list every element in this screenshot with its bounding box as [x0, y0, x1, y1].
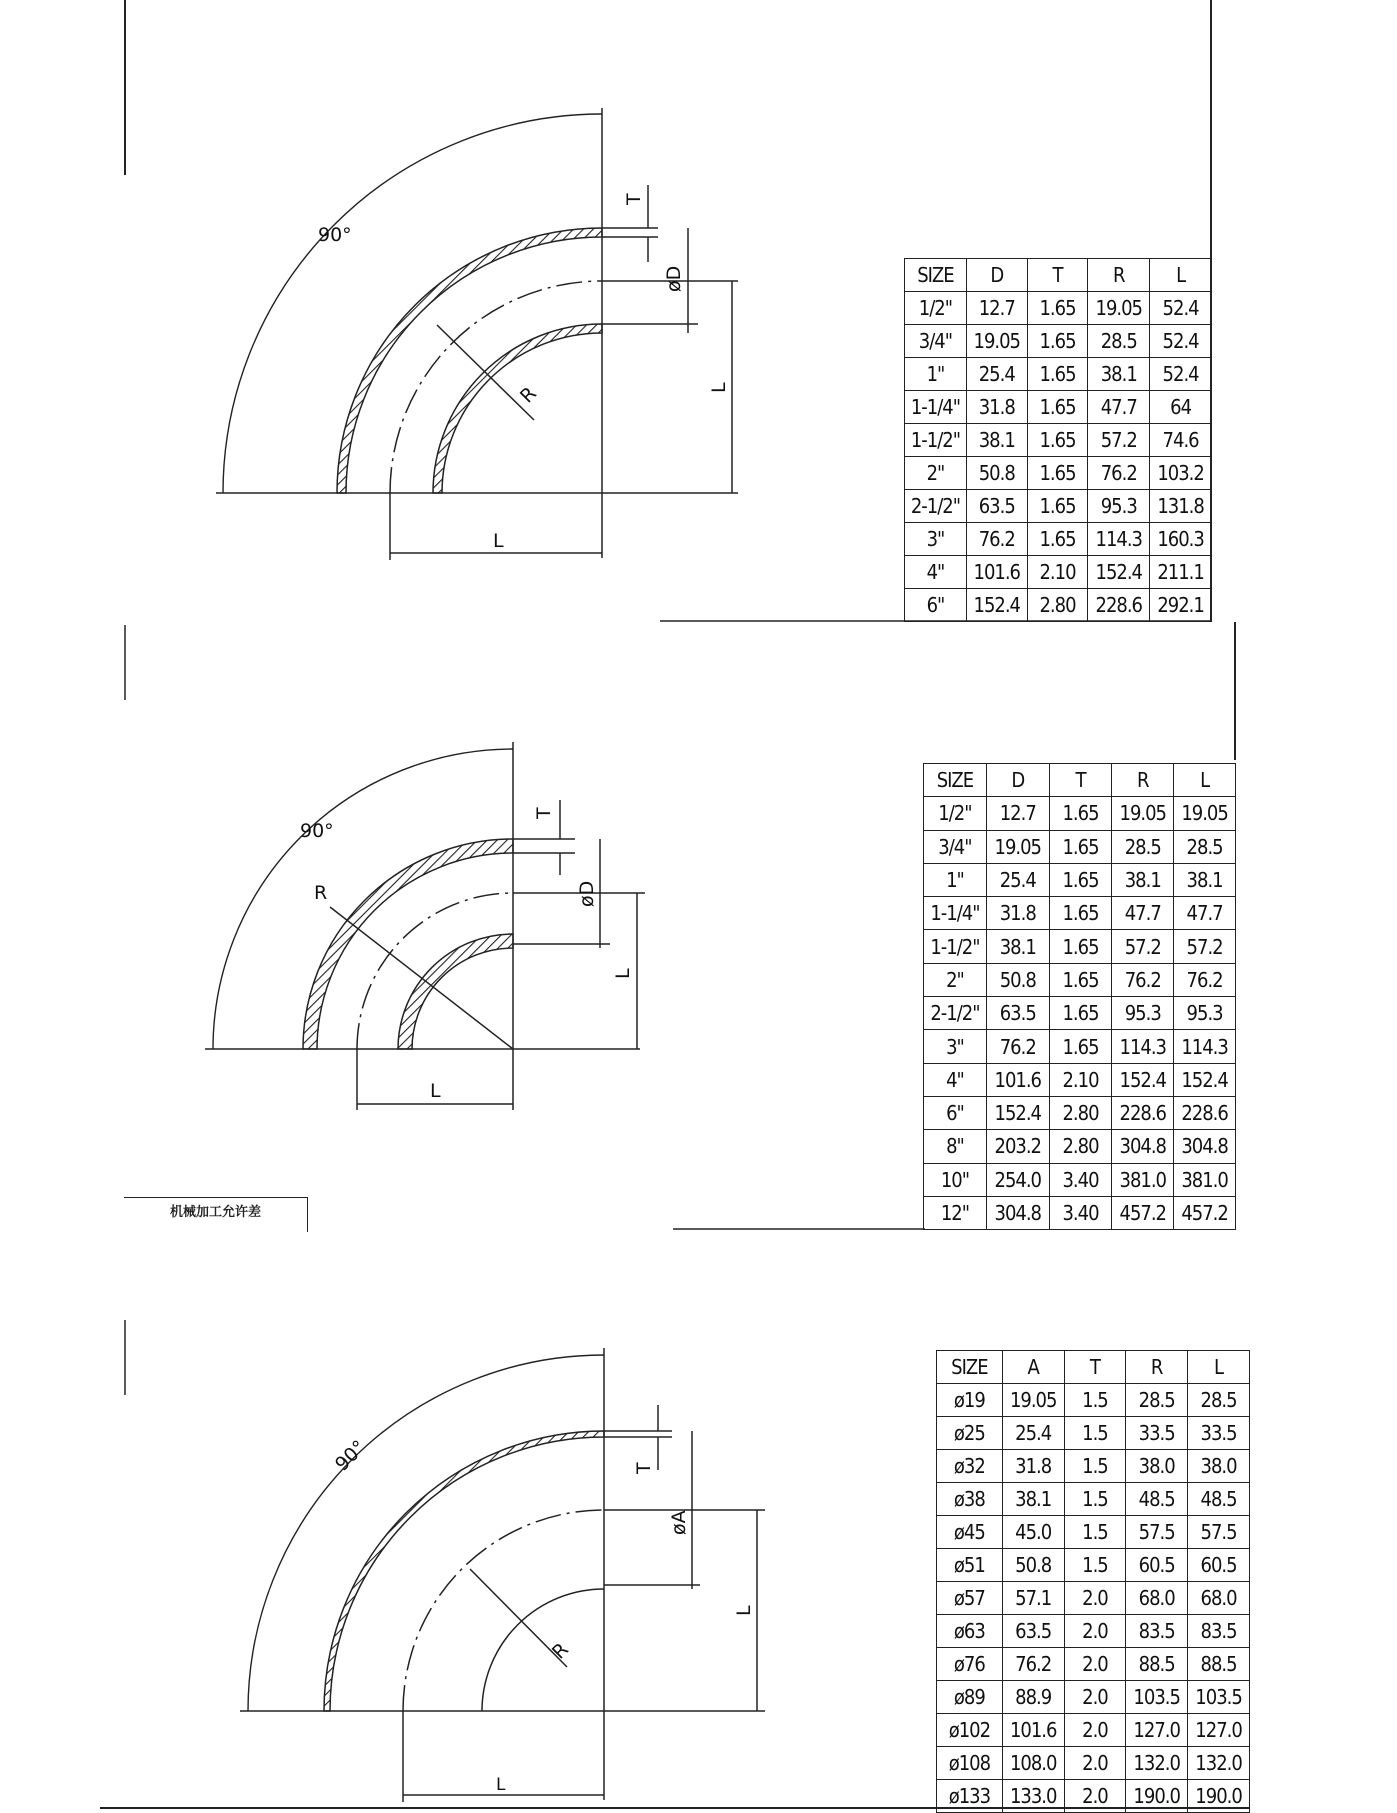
value-cell: 101.6 — [966, 556, 1027, 589]
size-cell: 2-1/2" — [905, 490, 967, 523]
table-row — [924, 897, 1236, 930]
value-cell: 1.65 — [1049, 997, 1112, 1030]
size-cell: 1" — [905, 358, 967, 391]
value-cell: 2.0 — [1064, 1714, 1126, 1747]
size-cell: 1" — [924, 863, 987, 896]
value-cell: 60.5 — [1188, 1549, 1250, 1582]
value-cell: 1.65 — [1027, 523, 1088, 556]
size-cell: ø89 — [937, 1681, 1003, 1714]
value-cell: 50.8 — [1002, 1549, 1064, 1582]
value-cell: 88.9 — [1002, 1681, 1064, 1714]
value-cell: 2.0 — [1064, 1747, 1126, 1780]
table-row — [937, 1549, 1250, 1582]
table-row — [937, 1681, 1250, 1714]
value-cell: 57.5 — [1188, 1516, 1250, 1549]
table-row — [924, 1063, 1236, 1096]
size-cell: 12" — [924, 1196, 987, 1229]
size-cell: 6" — [924, 1096, 987, 1129]
value-cell: 50.8 — [986, 963, 1049, 996]
table-row — [937, 1450, 1250, 1483]
column-header: SIZE — [924, 764, 987, 797]
spec-table-2 — [923, 763, 1236, 1230]
value-cell: 74.6 — [1150, 424, 1212, 457]
spec-table-1 — [904, 258, 1212, 622]
value-cell: 28.5 — [1126, 1384, 1188, 1417]
d-label: øD — [576, 880, 598, 907]
elbow-inner-wall-hatch — [398, 934, 513, 1049]
value-cell: 33.5 — [1126, 1417, 1188, 1450]
d-label: øD — [663, 265, 685, 292]
table-row — [924, 863, 1236, 896]
value-cell: 38.0 — [1126, 1450, 1188, 1483]
value-cell: 19.05 — [1088, 292, 1150, 325]
size-cell: 8" — [924, 1130, 987, 1163]
size-cell: ø63 — [937, 1615, 1003, 1648]
r-label: R — [314, 882, 328, 904]
table-row — [937, 1417, 1250, 1450]
value-cell: 83.5 — [1126, 1615, 1188, 1648]
value-cell: 38.1 — [1174, 863, 1236, 896]
elbow-inner-wall-hatch — [433, 324, 602, 493]
value-cell: 2.80 — [1027, 589, 1088, 622]
value-cell: 28.5 — [1112, 830, 1174, 863]
value-cell: 1.65 — [1049, 897, 1112, 930]
l-side-label: L — [733, 1605, 755, 1616]
column-header: A — [1002, 1351, 1064, 1384]
header-row — [905, 259, 1212, 292]
value-cell: 211.1 — [1150, 556, 1212, 589]
elbow-drawing-2 — [205, 742, 645, 1110]
table-row — [937, 1714, 1250, 1747]
value-cell: 38.1 — [1002, 1483, 1064, 1516]
size-cell: 2" — [905, 457, 967, 490]
value-cell: 1.65 — [1027, 457, 1088, 490]
table-row — [905, 523, 1212, 556]
value-cell: 304.8 — [1112, 1130, 1174, 1163]
value-cell: 83.5 — [1188, 1615, 1250, 1648]
size-cell: 2-1/2" — [924, 997, 987, 1030]
size-cell: 2" — [924, 963, 987, 996]
size-cell: 1-1/4" — [924, 897, 987, 930]
table-row — [924, 1130, 1236, 1163]
centerline — [403, 1510, 604, 1711]
value-cell: 95.3 — [1112, 997, 1174, 1030]
value-cell: 50.8 — [966, 457, 1027, 490]
value-cell: 60.5 — [1126, 1549, 1188, 1582]
tolerance-label: 机械加工允许差 — [124, 1197, 308, 1232]
size-cell: 3" — [905, 523, 967, 556]
value-cell: 2.10 — [1027, 556, 1088, 589]
l-bottom-label: L — [430, 1080, 441, 1102]
value-cell: 63.5 — [986, 997, 1049, 1030]
value-cell: 76.2 — [1174, 963, 1236, 996]
value-cell: 1.65 — [1027, 358, 1088, 391]
value-cell: 12.7 — [986, 797, 1049, 830]
column-header: L — [1174, 764, 1236, 797]
value-cell: 88.5 — [1188, 1648, 1250, 1681]
table-row — [937, 1780, 1250, 1813]
size-cell: ø57 — [937, 1582, 1003, 1615]
value-cell: 1.65 — [1027, 391, 1088, 424]
r-label: R — [515, 382, 541, 408]
value-cell: 19.05 — [1112, 797, 1174, 830]
value-cell: 457.2 — [1174, 1196, 1236, 1229]
table-row — [905, 490, 1212, 523]
value-cell: 76.2 — [1088, 457, 1150, 490]
column-header: L — [1188, 1351, 1250, 1384]
value-cell: 1.65 — [1027, 490, 1088, 523]
value-cell: 2.10 — [1049, 1063, 1112, 1096]
value-cell: 1.65 — [1049, 1030, 1112, 1063]
value-cell: 132.0 — [1126, 1747, 1188, 1780]
value-cell: 25.4 — [966, 358, 1027, 391]
table-row — [924, 830, 1236, 863]
angle-label: 90° — [318, 224, 352, 246]
inner-edge — [482, 1589, 604, 1711]
table-row — [905, 292, 1212, 325]
value-cell: 38.1 — [966, 424, 1027, 457]
value-cell: 76.2 — [966, 523, 1027, 556]
value-cell: 38.0 — [1188, 1450, 1250, 1483]
value-cell: 76.2 — [986, 1030, 1049, 1063]
value-cell: 57.1 — [1002, 1582, 1064, 1615]
value-cell: 19.05 — [986, 830, 1049, 863]
value-cell: 48.5 — [1126, 1483, 1188, 1516]
value-cell: 133.0 — [1002, 1780, 1064, 1813]
column-header: L — [1150, 259, 1212, 292]
table-row — [937, 1648, 1250, 1681]
value-cell: 103.5 — [1126, 1681, 1188, 1714]
value-cell: 190.0 — [1126, 1780, 1188, 1813]
value-cell: 132.0 — [1188, 1747, 1250, 1780]
column-header: SIZE — [905, 259, 967, 292]
value-cell: 95.3 — [1088, 490, 1150, 523]
t-label: T — [633, 1462, 655, 1474]
table-row — [924, 1096, 1236, 1129]
value-cell: 1.5 — [1064, 1549, 1126, 1582]
value-cell: 1.65 — [1049, 863, 1112, 896]
value-cell: 45.0 — [1002, 1516, 1064, 1549]
elbow-wall-hatch — [337, 228, 602, 493]
value-cell: 28.5 — [1088, 325, 1150, 358]
value-cell: 1.65 — [1027, 424, 1088, 457]
value-cell: 28.5 — [1174, 830, 1236, 863]
column-header: SIZE — [937, 1351, 1003, 1384]
size-cell: ø45 — [937, 1516, 1003, 1549]
value-cell: 101.6 — [986, 1063, 1049, 1096]
value-cell: 28.5 — [1188, 1384, 1250, 1417]
d-label: øA — [668, 1510, 690, 1535]
value-cell: 1.5 — [1064, 1483, 1126, 1516]
table-row — [924, 1163, 1236, 1196]
angle-label: 90° — [330, 1436, 371, 1476]
value-cell: 48.5 — [1188, 1483, 1250, 1516]
column-header: T — [1064, 1351, 1126, 1384]
value-cell: 47.7 — [1088, 391, 1150, 424]
size-cell: 1-1/2" — [905, 424, 967, 457]
value-cell: 152.4 — [966, 589, 1027, 622]
value-cell: 1.65 — [1027, 292, 1088, 325]
value-cell: 57.2 — [1174, 930, 1236, 963]
angle-arc — [248, 1355, 604, 1711]
value-cell: 304.8 — [986, 1196, 1049, 1229]
elbow-drawing-3 — [240, 1348, 765, 1802]
value-cell: 88.5 — [1126, 1648, 1188, 1681]
column-header: D — [966, 259, 1027, 292]
size-cell: 1/2" — [924, 797, 987, 830]
size-cell: ø19 — [937, 1384, 1003, 1417]
value-cell: 114.3 — [1112, 1030, 1174, 1063]
value-cell: 33.5 — [1188, 1417, 1250, 1450]
table-row — [924, 930, 1236, 963]
size-cell: 10" — [924, 1163, 987, 1196]
value-cell: 63.5 — [1002, 1615, 1064, 1648]
table-row — [937, 1516, 1250, 1549]
column-header: D — [986, 764, 1049, 797]
value-cell: 381.0 — [1112, 1163, 1174, 1196]
centerline — [390, 281, 602, 493]
value-cell: 103.5 — [1188, 1681, 1250, 1714]
value-cell: 31.8 — [966, 391, 1027, 424]
value-cell: 25.4 — [1002, 1417, 1064, 1450]
column-header: R — [1088, 259, 1150, 292]
value-cell: 1.5 — [1064, 1516, 1126, 1549]
value-cell: 68.0 — [1188, 1582, 1250, 1615]
table-row — [924, 797, 1236, 830]
value-cell: 103.2 — [1150, 457, 1212, 490]
value-cell: 47.7 — [1112, 897, 1174, 930]
value-cell: 31.8 — [986, 897, 1049, 930]
t-label: T — [533, 807, 555, 819]
value-cell: 57.2 — [1088, 424, 1150, 457]
value-cell: 228.6 — [1174, 1096, 1236, 1129]
size-cell: 3/4" — [905, 325, 967, 358]
value-cell: 52.4 — [1150, 325, 1212, 358]
table-row — [924, 1030, 1236, 1063]
value-cell: 1.5 — [1064, 1450, 1126, 1483]
value-cell: 114.3 — [1088, 523, 1150, 556]
value-cell: 2.0 — [1064, 1615, 1126, 1648]
column-header: R — [1112, 764, 1174, 797]
value-cell: 2.80 — [1049, 1096, 1112, 1129]
value-cell: 152.4 — [1112, 1063, 1174, 1096]
table-row — [937, 1582, 1250, 1615]
value-cell: 131.8 — [1150, 490, 1212, 523]
l-side-label: L — [708, 382, 730, 393]
value-cell: 64 — [1150, 391, 1212, 424]
size-cell: 6" — [905, 589, 967, 622]
size-cell: 4" — [924, 1063, 987, 1096]
value-cell: 12.7 — [966, 292, 1027, 325]
size-cell: ø108 — [937, 1747, 1003, 1780]
value-cell: 19.05 — [1002, 1384, 1064, 1417]
size-cell: ø25 — [937, 1417, 1003, 1450]
size-cell: ø102 — [937, 1714, 1003, 1747]
value-cell: 254.0 — [986, 1163, 1049, 1196]
table-row — [905, 589, 1212, 622]
size-cell: ø38 — [937, 1483, 1003, 1516]
value-cell: 38.1 — [1088, 358, 1150, 391]
value-cell: 152.4 — [1088, 556, 1150, 589]
size-cell: 1-1/2" — [924, 930, 987, 963]
value-cell: 108.0 — [1002, 1747, 1064, 1780]
value-cell: 190.0 — [1188, 1780, 1250, 1813]
value-cell: 457.2 — [1112, 1196, 1174, 1229]
value-cell: 203.2 — [986, 1130, 1049, 1163]
table-row — [924, 963, 1236, 996]
value-cell: 3.40 — [1049, 1196, 1112, 1229]
value-cell: 1.65 — [1049, 797, 1112, 830]
r-label: R — [547, 1638, 573, 1664]
table-row — [924, 997, 1236, 1030]
column-header: T — [1049, 764, 1112, 797]
table-row — [905, 358, 1212, 391]
value-cell: 1.65 — [1027, 325, 1088, 358]
size-cell: ø51 — [937, 1549, 1003, 1582]
size-cell: 1-1/4" — [905, 391, 967, 424]
size-cell: ø32 — [937, 1450, 1003, 1483]
l-bottom-label: L — [496, 1775, 506, 1795]
table-row — [905, 325, 1212, 358]
value-cell: 31.8 — [1002, 1450, 1064, 1483]
column-header: T — [1027, 259, 1088, 292]
elbow-drawing-1 — [216, 108, 738, 560]
value-cell: 47.7 — [1174, 897, 1236, 930]
size-cell: 1/2" — [905, 292, 967, 325]
header-row — [937, 1351, 1250, 1384]
value-cell: 160.3 — [1150, 523, 1212, 556]
value-cell: 228.6 — [1088, 589, 1150, 622]
value-cell: 63.5 — [966, 490, 1027, 523]
table-row — [905, 391, 1212, 424]
value-cell: 52.4 — [1150, 292, 1212, 325]
value-cell: 52.4 — [1150, 358, 1212, 391]
angle-arc — [223, 114, 602, 493]
value-cell: 2.0 — [1064, 1681, 1126, 1714]
table-row — [937, 1615, 1250, 1648]
l-side-label: L — [612, 968, 634, 979]
table-row — [905, 424, 1212, 457]
value-cell: 76.2 — [1002, 1648, 1064, 1681]
value-cell: 57.2 — [1112, 930, 1174, 963]
value-cell: 127.0 — [1126, 1714, 1188, 1747]
value-cell: 228.6 — [1112, 1096, 1174, 1129]
value-cell: 95.3 — [1174, 997, 1236, 1030]
value-cell: 381.0 — [1174, 1163, 1236, 1196]
table-row — [937, 1483, 1250, 1516]
value-cell: 1.65 — [1049, 930, 1112, 963]
table-row — [937, 1747, 1250, 1780]
size-cell: 3/4" — [924, 830, 987, 863]
column-header: R — [1126, 1351, 1188, 1384]
value-cell: 3.40 — [1049, 1163, 1112, 1196]
value-cell: 2.0 — [1064, 1780, 1126, 1813]
value-cell: 1.65 — [1049, 830, 1112, 863]
value-cell: 2.0 — [1064, 1648, 1126, 1681]
angle-label: 90° — [300, 820, 334, 842]
l-bottom-label: L — [493, 530, 504, 552]
t-label: T — [623, 193, 645, 205]
value-cell: 19.05 — [1174, 797, 1236, 830]
value-cell: 25.4 — [986, 863, 1049, 896]
value-cell: 127.0 — [1188, 1714, 1250, 1747]
elbow-wall-hatch — [324, 1431, 604, 1711]
value-cell: 152.4 — [1174, 1063, 1236, 1096]
spec-table-3 — [936, 1350, 1250, 1813]
value-cell: 1.65 — [1049, 963, 1112, 996]
value-cell: 19.05 — [966, 325, 1027, 358]
value-cell: 304.8 — [1174, 1130, 1236, 1163]
value-cell: 292.1 — [1150, 589, 1212, 622]
table-row — [905, 457, 1212, 490]
value-cell: 38.1 — [1112, 863, 1174, 896]
size-cell: ø133 — [937, 1780, 1003, 1813]
value-cell: 2.0 — [1064, 1582, 1126, 1615]
value-cell: 68.0 — [1126, 1582, 1188, 1615]
value-cell: 101.6 — [1002, 1714, 1064, 1747]
value-cell: 57.5 — [1126, 1516, 1188, 1549]
table-row — [937, 1384, 1250, 1417]
size-cell: ø76 — [937, 1648, 1003, 1681]
size-cell: 3" — [924, 1030, 987, 1063]
value-cell: 1.5 — [1064, 1384, 1126, 1417]
value-cell: 152.4 — [986, 1096, 1049, 1129]
size-cell: 4" — [905, 556, 967, 589]
value-cell: 1.5 — [1064, 1417, 1126, 1450]
table-row — [924, 1196, 1236, 1229]
value-cell: 2.80 — [1049, 1130, 1112, 1163]
value-cell: 76.2 — [1112, 963, 1174, 996]
value-cell: 114.3 — [1174, 1030, 1236, 1063]
table-row — [905, 556, 1212, 589]
value-cell: 38.1 — [986, 930, 1049, 963]
header-row — [924, 764, 1236, 797]
